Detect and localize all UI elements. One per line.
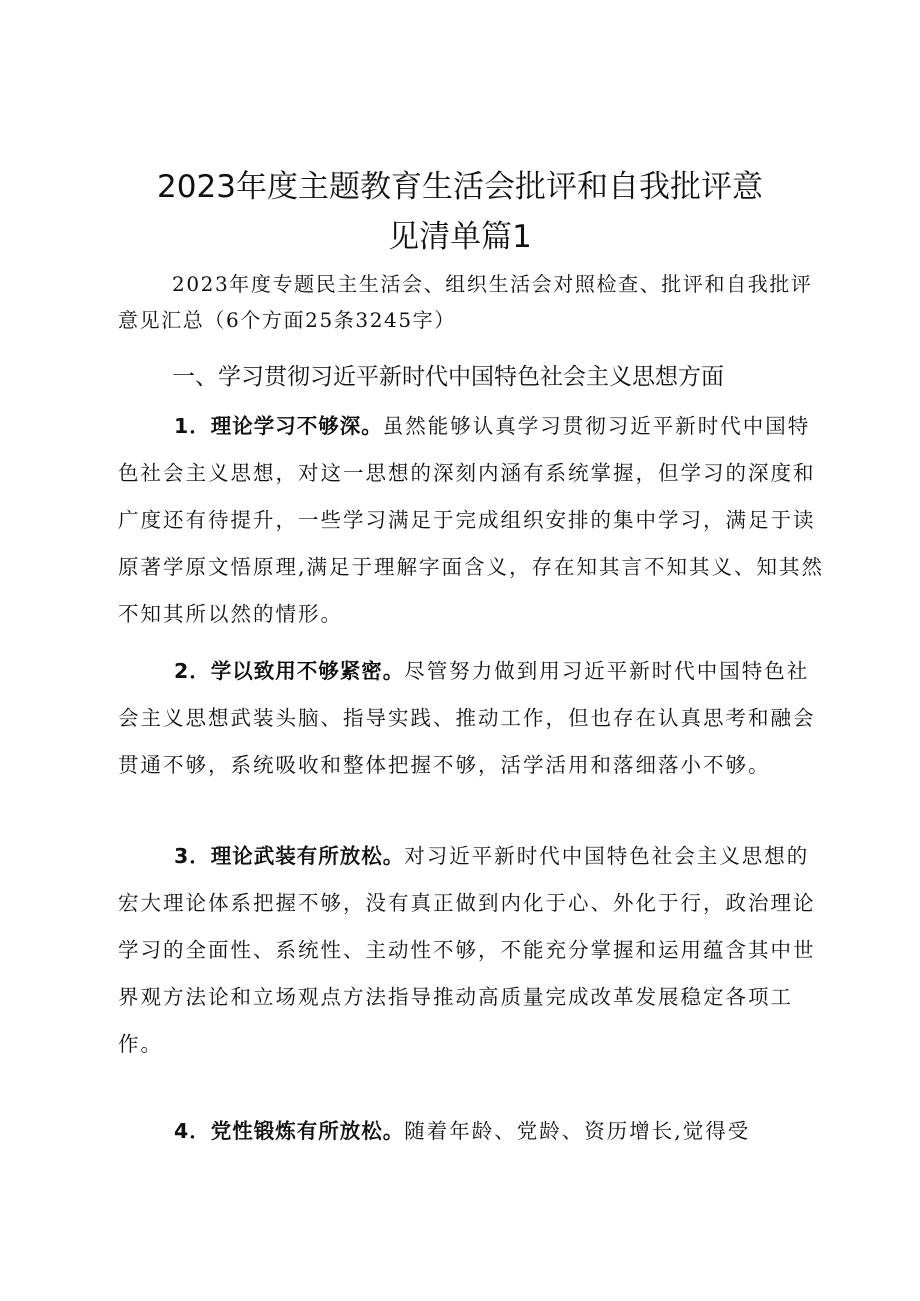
document-subtitle: 2023年度专题民主生活会、组织生活会对照检查、批评和自我批评意见汇总（6个方面25条3245字） [118,272,813,332]
item-lead: 3．理论武装有所放松。 [174,844,405,868]
list-item [118,1108,824,1155]
item-lead: 4．党性锻炼有所放松。 [174,1119,405,1143]
item-body: 尽管努力做到用习近平新时代中国特色社会主义思想武装头脑、指导实践、推动工作，但也存在认真思考和融会贯通不够，系统吸收和整体把握不够，活学活用和落细落小不够。 [118,659,816,777]
list-item [118,403,824,638]
section-heading: 一、学习贯彻习近平新时代中国特色社会主义思想方面 [172,364,724,390]
item-body: 虽然能够认真学习贯彻习近平新时代中国特色社会主义思想，对这一思想的深刻内涵有系统掌握，但学习的深度和广度还有待提升，一些学习满足于完成组织安排的集中学习，满足于读原著学原文悟原理,满足于理解字面含义，存在知其言不知其义、知其然不知其所以然的情形。 [118,414,825,626]
title-line-2: 见清单篇1 [388,219,532,255]
item-lead: 2．学以致用不够紧密。 [174,659,405,683]
item-body: 对习近平新时代中国特色社会主义思想的宏大理论体系把握不够，没有真正做到内化于心、外化于行，政治理论学习的全面性、系统性、主动性不够，不能充分掌握和运用蕴含其中世界观方法论和立场观点方法指导推动高质量完成改革发展稳定各项工作。 [118,844,816,1056]
item-lead: 1．理论学习不够深。 [174,414,383,438]
document-title [110,162,810,262]
list-item [118,833,824,1068]
list-item [118,648,824,789]
title-line-1: 2023年度主题教育生活会批评和自我批评意 [157,169,763,205]
item-body: 随着年龄、党龄、资历增长,觉得受 [404,1119,751,1143]
